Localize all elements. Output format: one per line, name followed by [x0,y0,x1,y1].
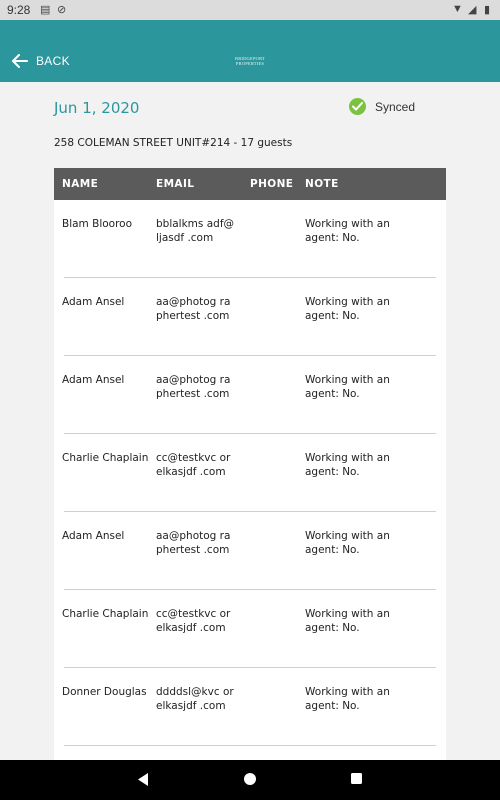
guest-email: aa@photog raphertest .com [156,530,231,556]
main-content[interactable] [0,82,500,760]
table-row[interactable] [54,434,446,512]
sync-status [349,98,415,115]
guest-name: Adam Ansel [62,296,125,308]
guest-email: cc@testkvc orelkasjdf .com [156,452,231,478]
guest-note: Working with an agent: No. [305,296,390,322]
back-label: BACK [36,54,70,68]
guest-note: Working with an agent: No. [305,218,390,244]
guest-name: Adam Ansel [62,374,125,386]
sync-status-label: Synced [375,99,416,114]
guest-note: Working with an agent: No. [305,452,390,478]
table-row[interactable] [54,278,446,356]
table-row[interactable] [54,512,446,590]
back-button[interactable] [12,54,70,68]
table-body [54,200,446,746]
guest-email: bblalkms adf@ljasdf .com [156,218,235,244]
guest-email: cc@testkvc orelkasjdf .com [156,608,231,634]
event-address: 258 COLEMAN STREET UNIT#214 - 17 guests [54,137,293,149]
status-time: 9:28 [7,3,31,17]
table-row[interactable] [54,590,446,668]
wifi-icon: ▼ [452,3,463,15]
guest-name: Charlie Chaplain [62,452,149,464]
brand-logo: BRIDGEPORT PROPERTIES [235,56,265,66]
header-email: EMAIL [156,178,195,190]
header-phone: PHONE [250,178,294,190]
check-circle-icon [349,98,366,115]
guest-email: aa@photog raphertest .com [156,296,231,322]
header-note: NOTE [305,178,339,190]
nav-home-icon[interactable] [243,772,257,786]
guest-email: ddddsl@kvc orelkasjdf .com [156,686,234,712]
guest-note: Working with an agent: No. [305,530,390,556]
guest-name: Charlie Chaplain [62,608,149,620]
battery-icon: ▮ [484,4,491,16]
guest-name: Donner Douglas [62,686,147,698]
sim-icon: ▤ [40,4,51,16]
guest-note: Working with an agent: No. [305,686,390,712]
data-saver-icon: ⊘ [57,4,67,16]
nav-recents-icon[interactable] [350,772,363,785]
event-date: Jun 1, 2020 [54,99,140,117]
guest-name: Adam Ansel [62,530,125,542]
guest-name: Blam Blooroo [62,218,133,230]
system-nav-bar [0,760,500,800]
guest-note: Working with an agent: No. [305,608,390,634]
table-row[interactable] [54,356,446,434]
guest-note: Working with an agent: No. [305,374,390,400]
status-bar [0,0,500,20]
back-arrow-icon [12,54,28,68]
table-row[interactable] [54,200,446,278]
app-bar [0,20,500,82]
guest-email: aa@photog raphertest .com [156,374,231,400]
nav-back-icon[interactable] [136,772,150,787]
table-row[interactable] [54,668,446,746]
signal-icon: ◢ [468,4,477,16]
row-divider [64,745,436,746]
guest-table[interactable] [54,168,446,768]
header-name: NAME [62,178,99,190]
table-header [54,168,446,200]
